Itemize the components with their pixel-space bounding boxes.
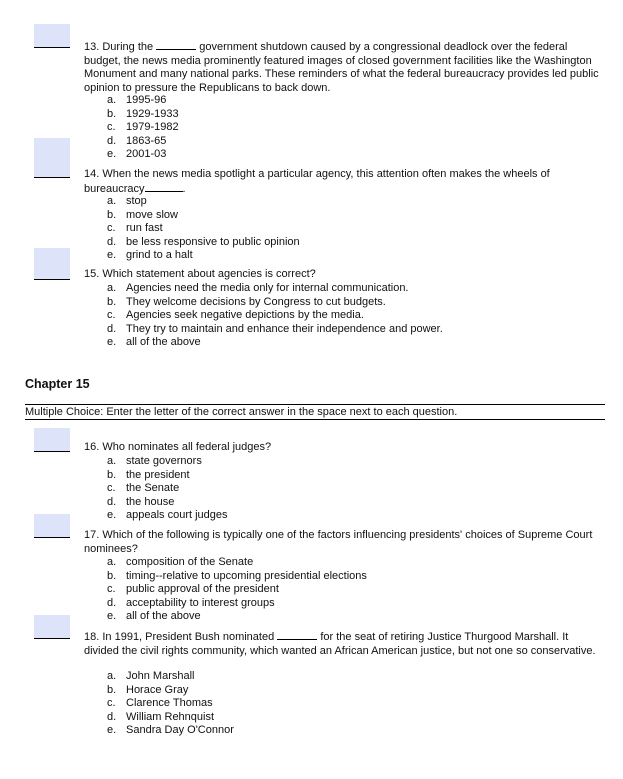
question-14-options	[107, 195, 300, 263]
instructions-text: Multiple Choice: Enter the letter of the correct answer in the space next to each question.	[25, 406, 458, 418]
question-text-start: During the	[102, 41, 154, 53]
question-text-end: .	[182, 182, 186, 195]
answer-field-q17[interactable]	[34, 514, 70, 538]
option-c: c. Clarence Thomas	[107, 697, 213, 709]
question-text-start: Who nominates all federal judges?	[102, 441, 272, 453]
question-15-text	[84, 268, 604, 282]
question-15-options	[107, 282, 443, 350]
option-a: a. state governors	[107, 455, 202, 467]
instructions-bar	[25, 404, 605, 420]
inline-blank	[277, 630, 317, 640]
question-text-start: Which of the following is typically one of the factors influencing presidents' choices of Supreme Court nominees?	[84, 529, 593, 555]
option-b: b. 1929-1933	[107, 107, 179, 120]
question-text-end: government shutdown caused by a congressional deadlock over the federal budget, the news media prominently featured images of closed government facilities like the Washington Monument and many national parks. These reminders of what the federal bureaucracy provides led public opinion to pressure the Republicans to back down.	[84, 41, 599, 94]
option-a: a. Agencies need the media only for internal communication.	[107, 282, 409, 294]
option-d: d. 1863-65	[107, 134, 167, 147]
answer-field-q15[interactable]	[34, 248, 70, 280]
question-number: 13.	[84, 41, 100, 53]
question-14-text	[84, 168, 604, 196]
option-e: e. appeals court judges	[107, 509, 228, 521]
option-b: b. timing--relative to upcoming presidential elections	[107, 569, 367, 582]
question-18-options	[107, 670, 234, 738]
option-e: e. Sandra Day O'Connor	[107, 724, 234, 736]
option-b: b. the president	[107, 468, 190, 481]
option-d: d. the house	[107, 495, 175, 508]
question-17-text	[84, 529, 604, 556]
option-d: d. be less responsive to public opinion	[107, 235, 300, 248]
answer-field-q18[interactable]	[34, 615, 70, 639]
question-text-start: When the news media spotlight a particular agency, this attention often makes the wheels of bureaucracy	[84, 168, 550, 195]
option-e: e. all of the above	[107, 610, 201, 622]
option-d: d. William Rehnquist	[107, 710, 215, 723]
option-c: c. public approval of the president	[107, 583, 279, 595]
option-b: b. They welcome decisions by Congress to cut budgets.	[107, 295, 386, 308]
option-d: d. acceptability to interest groups	[107, 596, 275, 609]
question-text-start: In 1991, President Bush nominated	[102, 631, 275, 643]
question-16-text	[84, 441, 604, 455]
option-b: b. move slow	[107, 208, 178, 221]
option-e: e. grind to a halt	[107, 249, 193, 261]
question-number: 14.	[84, 168, 100, 180]
question-13-options	[107, 94, 179, 162]
option-c: c. Agencies seek negative depictions by the media.	[107, 309, 364, 321]
chapter-title: Chapter 15	[25, 377, 90, 391]
option-e: e. all of the above	[107, 336, 201, 348]
inline-blank	[156, 40, 196, 50]
question-16-options	[107, 455, 228, 523]
question-number: 15.	[84, 268, 100, 280]
answer-field-q14[interactable]	[34, 138, 70, 178]
option-a: a. stop	[107, 195, 147, 207]
option-d: d. They try to maintain and enhance their independence and power.	[107, 322, 443, 335]
question-17-options	[107, 556, 367, 624]
question-number: 17.	[84, 529, 100, 541]
option-a: a. composition of the Senate	[107, 556, 254, 568]
option-a: a. John Marshall	[107, 670, 195, 682]
option-c: c. the Senate	[107, 482, 180, 494]
option-c: c. 1979-1982	[107, 121, 179, 133]
inline-blank	[145, 182, 183, 192]
question-number: 18.	[84, 631, 100, 643]
option-e: e. 2001-03	[107, 148, 167, 160]
answer-field-q13[interactable]	[34, 24, 70, 48]
question-number: 16.	[84, 441, 100, 453]
option-c: c. run fast	[107, 222, 163, 234]
answer-field-q16[interactable]	[34, 428, 70, 452]
option-a: a. 1995-96	[107, 94, 167, 106]
question-text-start: Which statement about agencies is correct?	[102, 268, 316, 280]
question-18-text	[84, 630, 604, 658]
option-b: b. Horace Gray	[107, 683, 189, 696]
question-13-text	[84, 40, 604, 95]
question-text-end: for the seat of retiring Justice Thurgood Marshall. It divided the civil rights community, which wanted an African American justice, but not one so conservative.	[84, 631, 596, 657]
